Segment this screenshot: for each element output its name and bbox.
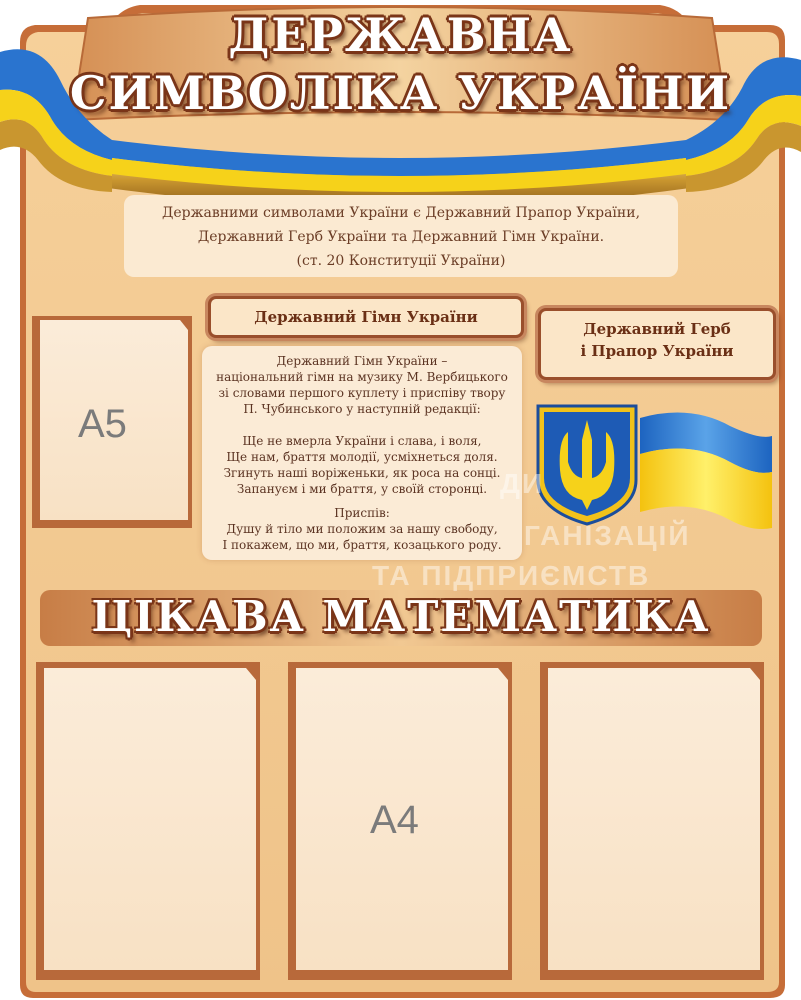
- intro-line-1: Державними символами України є Державний Прапор України,: [161, 205, 641, 221]
- anthem-intro-line-3: зі словами першого куплету і приспіву твору: [218, 386, 506, 400]
- coat-of-arms-icon: [538, 406, 636, 524]
- page-title-line1: ДЕРЖАВНА: [228, 8, 573, 62]
- intro-line-3: (ст. 20 Конституції України): [296, 253, 506, 269]
- anthem-verse-line-1: Ще не вмерла України і слава, і воля,: [242, 434, 482, 448]
- intro-box: [124, 195, 678, 277]
- watermark-line-3: ТА ПІДПРИЄМСТВ: [372, 560, 651, 591]
- coat-flag-heading-line2: і Прапор України: [580, 342, 734, 360]
- intro-line-2: Державний Герб України та Державний Гімн України.: [197, 229, 605, 245]
- anthem-chorus-line-2: І покажем, що ми, браття, козацького роду.: [222, 538, 502, 552]
- anthem-text-box: [202, 346, 522, 560]
- pocket-a5-label: А5: [78, 402, 127, 446]
- coat-flag-heading-line1: Державний Герб: [583, 320, 731, 338]
- page-title-line2: СИМВОЛІКА УКРАЇНИ: [69, 66, 732, 120]
- anthem-heading: Державний Гімн України: [254, 308, 478, 326]
- watermark-line-2: ГАНІЗАЦІЙ: [524, 520, 691, 551]
- pocket-a4-1: [44, 668, 256, 970]
- watermark-line-1: ДИ: [500, 468, 545, 499]
- coat-flag-heading-plaque: [538, 308, 776, 380]
- anthem-heading-plaque: [208, 296, 524, 338]
- anthem-verse-line-2: Ще нам, браття молодії, усміхнеться доля.: [226, 450, 498, 464]
- anthem-chorus-label: Приспів:: [334, 506, 390, 520]
- anthem-verse-line-4: Запануєм і ми браття, у своїй сторонці.: [236, 482, 488, 496]
- pocket-a4-3: [548, 668, 760, 970]
- anthem-intro-line-2: національний гімн на музику М. Вербицького: [216, 370, 508, 384]
- anthem-intro-line-4: П. Чубинського у наступній редакції:: [243, 402, 481, 416]
- math-section-title: ЦІКАВА МАТЕМАТИКА: [91, 592, 711, 641]
- anthem-intro-line-1: Державний Гімн України –: [276, 354, 448, 368]
- pocket-a4-label: А4: [370, 798, 419, 842]
- anthem-chorus-line-1: Душу й тіло ми положим за нашу свободу,: [226, 522, 498, 536]
- anthem-verse-line-3: Згинуть наші воріженьки, як роса на сонці.: [223, 466, 501, 480]
